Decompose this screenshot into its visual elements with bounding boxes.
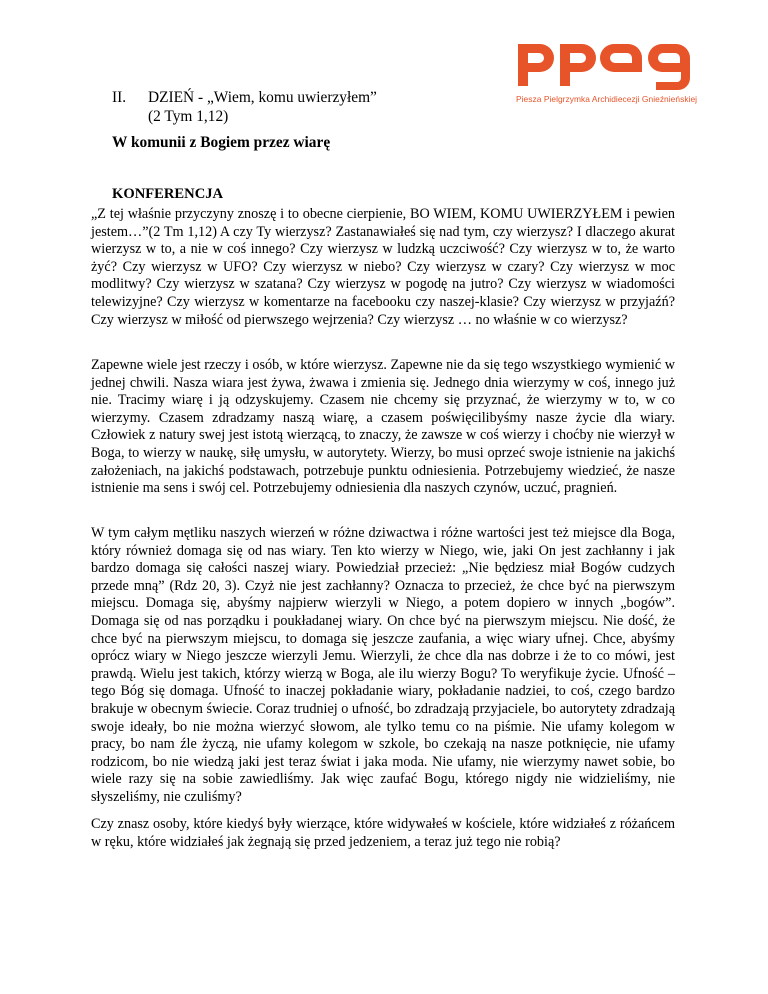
- paragraph: Czy znasz osoby, które kiedyś były wierzące, które widywałeś w kościele, które widziałeś z różańcem w ręku, które widziałeś jak żegnają się przed jedzeniem, a teraz już tego nie robią?: [91, 816, 675, 850]
- ppag-logo: [512, 36, 718, 106]
- chapter-reference: (2 Tym 1,12): [148, 108, 229, 125]
- section-label: KONFERENCJA: [112, 186, 224, 202]
- chapter-number: II.: [112, 89, 127, 106]
- chapter-title: DZIEŃ - „Wiem, komu uwierzyłem”: [148, 89, 377, 106]
- section-subtitle: W komunii z Bogiem przez wiarę: [112, 134, 331, 151]
- paragraph: „Z tej właśnie przyczyny znoszę i to obecne cierpienie, BO WIEM, KOMU UWIERZYŁEM i pewien jestem…”(2 Tm 1,12) A czy Ty wierzysz? Zastanawiałeś się nad tym, czy wierzysz? I dlaczego akurat wierzysz w to, a nie w coś innego? Czy wierzysz w ludzką uczciwość? Czy wierzysz w to, że warto żyć? Czy wierzysz w UFO? Czy wierzysz w niebo? Czy wierzysz w czary? Czy wierzysz w moc modlitwy? Czy wierzysz w szatana? Czy wierzysz w pogodę na jutro? Czy wierzysz w wiadomości telewizyjne? Czy wierzysz w komentarze na facebooku czy naszej-klasie? Czy wierzysz w przyjaźń? Czy wierzysz w miłość od pierwszego wejrzenia? Czy wierzysz … no właśnie w co wierzysz?: [91, 206, 675, 328]
- logo-caption: Piesza Pielgrzymka Archidiecezji Gnieźnieńskiej: [516, 94, 698, 104]
- paragraph: W tym całym mętliku naszych wierzeń w różne dziwactwa i różne wartości jest też miejsce dla Boga, który również domaga się od nas wiary. Ten kto wierzy w Niego, wie, jaki On jest zachłanny i jak bardzo domaga się całości naszej wiary. Powiedział przecież: „Nie będziesz miał Bogów cudzych przede mną” (Rdz 20, 3). Czyż nie jest zachłanny? Oznacza to przecież, że chce być na pierwszym miejscu. Domaga się, abyśmy najpierw wierzyli w Niego, a potem dopiero w innych „bogów”. Domaga się od nas porządku i poukładanej wiary. On chce być na pierwszym miejscu. Nie dość, że chce być na pierwszym miejscu, to domaga się jeszcze zaufania, a więc wiary ufnej. Chce, abyśmy oprócz wiary w Niego jeszcze wierzyli Jemu. Wierzyli, że chce dla nas dobrze i że to co mówi, jest prawdą. Wielu jest takich, którzy wierzą w Boga, ale ilu wierzy Bogu? To weryfikuje życie. Ufność – tego Bóg się domaga. Ufność to inaczej pokładanie wiary, pokładanie nadziei, to coś, czego bardzo brakuje w obecnym świecie. Coraz trudniej o ufność, bo zdradzają przyjaciele, bo autorytety zdradzają swoje ideały, bo nie można wierzyć słowom, ale tylko temu co na piśmie. Nie ufamy kolegom w pracy, bo nam źle życzą, nie ufamy kolegom w szkole, bo czekają na nasze potknięcie, nie ufamy rodzicom, bo nie wiedzą jaki jest teraz świat i jaka moda. Nie ufamy, nie wierzymy nawet sobie, bo wiele razy się na sobie zawiedliśmy. Jak więc zaufać Bogu, którego nigdy nie widzieliśmy, nie słyszeliśmy, nie czuliśmy?: [91, 525, 675, 805]
- ppag-logo-mark: [512, 36, 718, 94]
- paragraph: Zapewne wiele jest rzeczy i osób, w które wierzysz. Zapewne nie da się tego wszystkiego wymienić w jednej chwili. Nasza wiara jest żywa, żwawa i zmienia się. Jednego dnia wierzymy w coś, innego już nie. Tracimy wiarę i ją odzyskujemy. Czasem nie chcemy się przyznać, że wierzymy w to, w co wierzymy. Czasem zdradzamy naszą wiarę, a czasem poświęcilibyśmy nasze życie dla wiary. Człowiek z natury swej jest istotą wierzącą, to znaczy, że zawsze w coś wierzy i choćby nie wierzył w Boga, to wierzy w naukę, siłę umysłu, w autorytety. Wierzy, bo musi oprzeć swoje istnienie na jakichś założeniach, na jakichś podstawach, potrzebuje punktu odniesienia. Potrzebujemy wiedzieć, że nasze istnienie ma sens i swój cel. Potrzebujemy odniesienia dla naszych czynów, uczuć, pragnień.: [91, 357, 675, 497]
